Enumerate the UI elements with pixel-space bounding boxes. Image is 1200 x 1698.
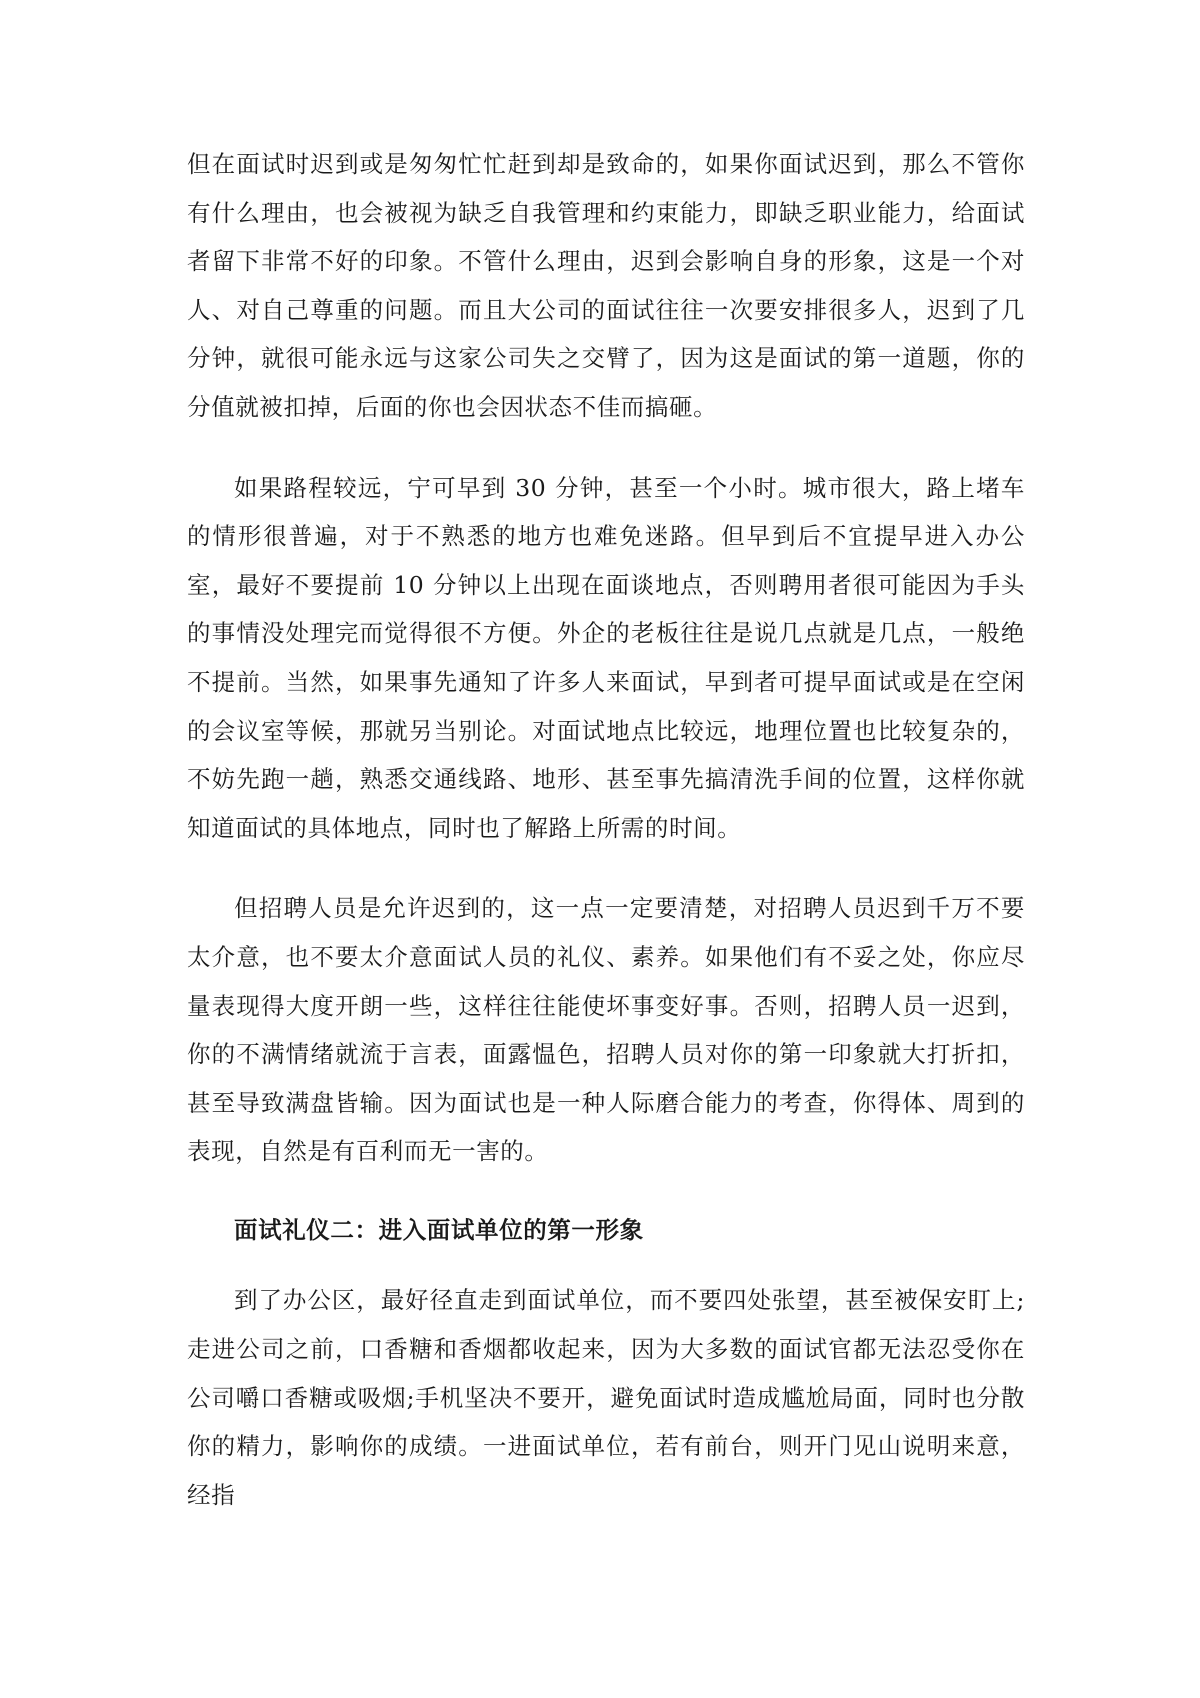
section-heading: 面试礼仪二：进入面试单位的第一形象 xyxy=(234,1215,644,1244)
paragraph-entering-office: 到了办公区，最好径直走到面试单位，而不要四处张望，甚至被保安盯上;走进公司之前，口香糖和香烟都收起来，因为大多数的面试官都无法忍受你在公司嚼口香糖或吸烟;手机坚决不要开，避免面试时造成尴尬局面，同时也分散你的精力，影响你的成绩。一进面试单位，若有前台，则开门见山说明来意，经指 xyxy=(187,1286,1025,1509)
paragraph-arrive-early: 如果路程较远，宁可早到 30 分钟，甚至一个小时。城市很大，路上堵车的情形很普遍，对于不熟悉的地方也难免迷路。但早到后不宜提早进入办公室，最好不要提前 10 分钟以上出现在面谈地点，否则聘用者很可能因为手头的事情没处理完而觉得很不方便。外企的老板往往是说几点就是几点，一般绝不提前。当然，如果事先通知了许多人来面试，早到者可提早面试或是在空闲的会议室等候，那就另当别论。对面试地点比较远，地理位置也比较复杂的，不妨先跑一趟，熟悉交通线路、地形、甚至事先搞清洗手间的位置，这样你就知道面试的具体地点，同时也了解路上所需的时间。 xyxy=(187,473,1025,842)
paragraph-late-consequences: 但在面试时迟到或是匆匆忙忙赶到却是致命的，如果你面试迟到，那么不管你有什么理由，也会被视为缺乏自我管理和约束能力，即缺乏职业能力，给面试者留下非常不好的印象。不管什么理由，迟到会影响自身的形象，这是一个对人、对自己尊重的问题。而且大公司的面试往往一次要安排很多人，迟到了几分钟，就很可能永远与这家公司失之交臂了，因为这是面试的第一道题，你的分值就被扣掉，后面的你也会因状态不佳而搞砸。 xyxy=(187,150,1025,421)
paragraph-recruiter-late: 但招聘人员是允许迟到的，这一点一定要清楚，对招聘人员迟到千万不要太介意，也不要太介意面试人员的礼仪、素养。如果他们有不妥之处，你应尽量表现得大度开朗一些，这样往往能使坏事变好事。否则，招聘人员一迟到，你的不满情绪就流于言表，面露愠色，招聘人员对你的第一印象就大打折扣，甚至导致满盘皆输。因为面试也是一种人际磨合能力的考查，你得体、周到的表现，自然是有百利而无一害的。 xyxy=(187,894,1025,1166)
document-page xyxy=(187,140,1025,1519)
